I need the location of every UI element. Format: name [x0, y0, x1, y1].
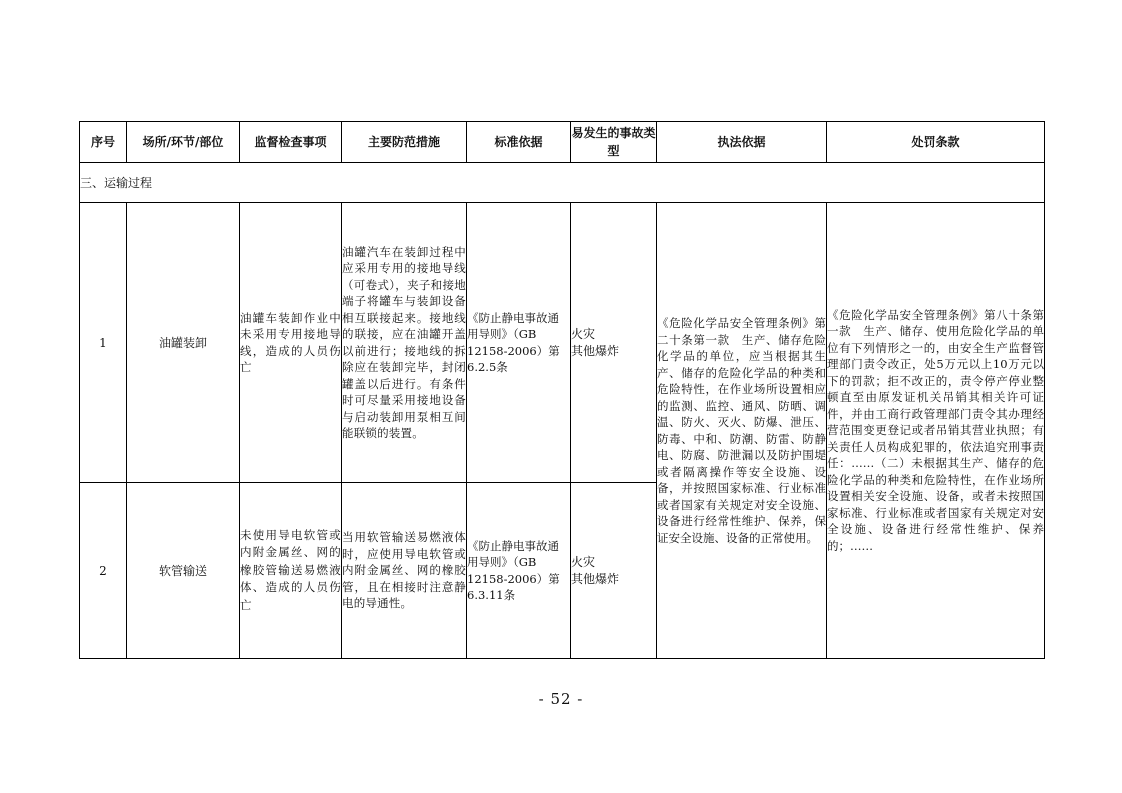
row-inspection-item: 油罐车装卸作业中未采用专用接地导线，造成的人员伤亡: [240, 203, 342, 483]
row-standard: 《防止静电事故通用导则》（GB 12158-2006）第6.3.11条: [467, 483, 571, 659]
header-standard: 标准依据: [467, 122, 571, 163]
law-basis: 《危险化学品安全管理条例》第二十条第一款 生产、储存危险化学品的单位，应当根据其生产、储存的危险化学品的种类和危险特性，在作业场所设置相应的监测、监控、通风、防晒、调温、防火、灭火、防爆、泄压、防毒、中和、防潮、防雷、防静电、防腐、防泄漏以及防护围堤或者隔离操作等安全设施、设备，并按照国家标准、行业标准或者国家有关规定对安全设施、设备进行经常性维护、保养，保证安全设施、设备的正常使用。: [657, 203, 827, 659]
header-accident: 易发生的事故类型: [571, 122, 657, 163]
header-place: 场所/环节/部位: [127, 122, 240, 163]
accident-type-2: 其他爆炸: [571, 571, 620, 586]
row-prevention-measure: 油罐汽车在装卸过程中应采用专用的接地导线（可卷式），夹子和接地端子将罐车与装卸设备相互联接起来。接地线的联接，应在油罐开盖以前进行；接地线的拆除应在装卸完毕，封闭罐盖以后进行。有条件时可尽量采用接地设备与启动装卸用泵相互间能联锁的装置。: [342, 203, 467, 483]
header-no: 序号: [80, 122, 127, 163]
accident-type-2: 其他爆炸: [571, 343, 620, 358]
accident-type-1: 火灾: [571, 326, 596, 341]
table-row: [80, 203, 1045, 483]
header-measure: 主要防范措施: [342, 122, 467, 163]
row-inspection-item: 未使用导电软管或内附金属丝、网的橡胶管输送易燃液体、造成的人员伤亡: [240, 483, 342, 659]
row-place: 软管输送: [127, 483, 240, 659]
row-number: 2: [80, 483, 127, 659]
penalty-clause: 《危险化学品安全管理条例》第八十条第一款 生产、储存、使用危险化学品的单位有下列情形之一的，由安全生产监督管理部门责令改正，处5万元以上10万元以下的罚款；拒不改正的，责令停产停业整顿直至由原发证机关吊销其相关许可证件，并由工商行政管理部门责令其办理经营范围变更登记或者吊销其营业执照；有关责任人员构成犯罪的，依法追究刑事责任：……（二）未根据其生产、储存的危险化学品的种类和危险特性，在作业场所设置相关安全设施、设备，或者未按照国家标准、行业标准或者国家有关规定对安全设施、设备进行经常性维护、保养的；……: [827, 203, 1045, 659]
page-number: - 52 -: [538, 690, 584, 708]
table-header-row: [80, 122, 1045, 163]
section-row: [80, 163, 1045, 203]
row-accident-type: [571, 483, 657, 659]
header-law: 执法依据: [657, 122, 827, 163]
row-accident-type: [571, 203, 657, 483]
row-standard: 《防止静电事故通用导则》（GB 12158-2006）第6.2.5条: [467, 203, 571, 483]
row-place: 油罐装卸: [127, 203, 240, 483]
enforcement-table: [79, 121, 1045, 659]
section-title: 三、运输过程: [80, 163, 1045, 203]
accident-type-1: 火灾: [571, 554, 596, 569]
row-prevention-measure: 当用软管输送易燃液体时，应使用导电软管或内附金属丝、网的橡胶管，且在相接时注意静电的导通性。: [342, 483, 467, 659]
header-item: 监督检查事项: [240, 122, 342, 163]
header-penalty: 处罚条款: [827, 122, 1045, 163]
row-number: 1: [80, 203, 127, 483]
